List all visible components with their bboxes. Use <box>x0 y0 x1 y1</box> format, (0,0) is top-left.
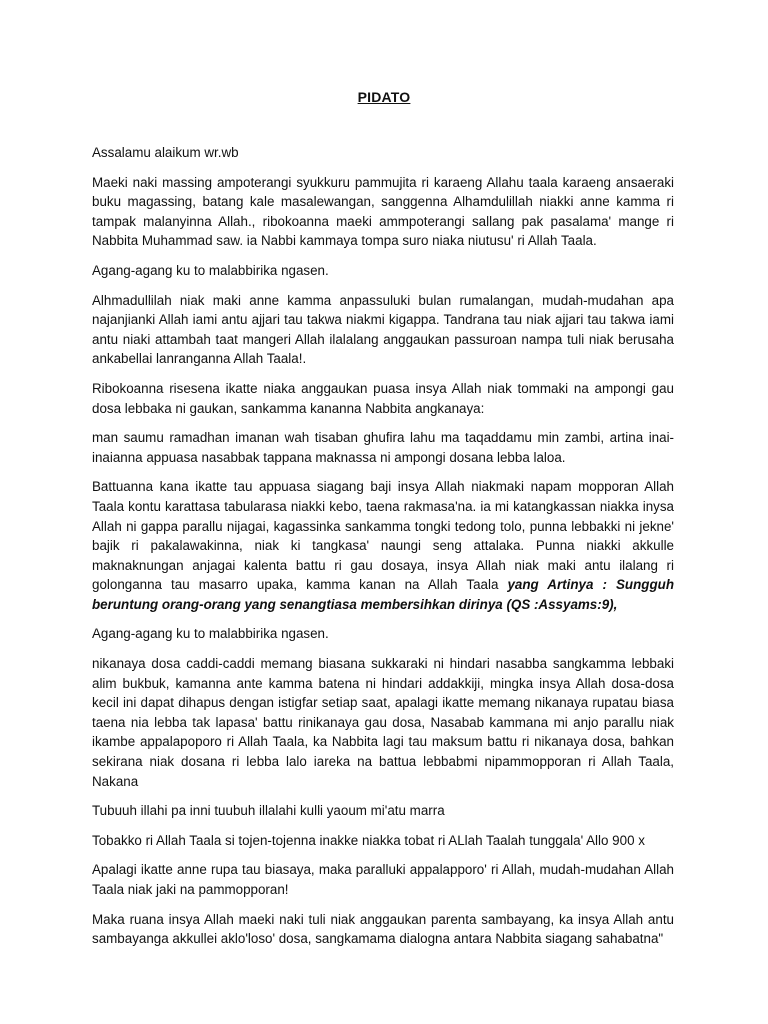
paragraph-2: Agang-agang ku to malabbirika ngasen. <box>92 262 329 278</box>
paragraph-1: Maeki naki massing ampoterangi syukkuru pammujita ri karaeng Allahu taala karaeng ansaeraki buku magassing, batang kale masalewangan, sanggenna Alhamdulillah niakki anne kamma ri tampak malanyinna Allah., ribokoanna maeki ammpoterangi sallang pak pasalama' mange ri Nabbita Muhammad saw. ia Nabbi kammaya tompa suro niaka niutusu' ri Allah Taala. <box>92 174 674 249</box>
paragraph-12: Maka ruana insya Allah maeki naki tuli niak anggaukan parenta sambayang, ka insya Allah antu sambayanga akkullei aklo'loso' dosa, sangkamama dialogna antara Nabbita siagang sahabatna" <box>92 911 674 947</box>
paragraph-4: Ribokoanna risesena ikatte niaka anggaukan puasa insya Allah niak tommaki na ampongi gau dosa lebbaka ni gaukan, sankamma kananna Nabbita angkanaya: <box>92 380 674 416</box>
greeting: Assalamu alaikum wr.wb <box>92 145 239 160</box>
paragraph-8: nikanaya dosa caddi-caddi memang biasana sukkaraki ni hindari nasabba sangkamma lebbaki alim bukbuk, kamanna ante kamma batena ni hindari addakkiji, mingka insya Allah dosa-dosa kecil ini dapat dihapus dengan istigfar setiap saat, apalagi ikatte memang nikanaya rupatau biasa taena nia lebba tak lapasa' battu rinikanaya gau dosa, Nasabab kammana mi anjo parallu niak ikambe appalapoporo ri Allah Taala, ka Nabbita lagi tau maksum battu ri nikanaya dosa, bahkan sekirana niak dosana ri lebba lalo iareka na battua lebbabmi nipammopporan ri Allah Taala, Nakana <box>92 656 674 789</box>
paragraph-9: Tubuuh illahi pa inni tuubuh illalahi kulli yaoum mi'atu marra <box>92 803 445 819</box>
paragraph-6 <box>92 477 674 614</box>
paragraph-5: man saumu ramadhan imanan wah tisaban ghufira lahu ma taqaddamu min zambi, artina inai-inaianna appuasa nasabbak tappana maknassa ni ampongi dosana lebba laloa. <box>92 430 674 465</box>
paragraph-6-text: Battuanna kana ikatte tau appuasa siagang baji insya Allah niakmaki napam mopporan Allah Taala kontu karattasa tabularasa niakki kebo, taena rakmasa'na. ia mi katangkassan niakka inysa Allah ni gappa parallu nijagai, kagassinka sankamma tongki tedong tolo, punna lebbakki ni jekne' bajik ri pakalawakinna, niak ki tangkasa' naungi seng attalaka. Punna niakki akkulle maknaknungan anjagai kalenta battu ri gau dosaya, insya Allah niak maki antu ilalang ri golonganna tau masarro upaka, kamma kanan na Allah Taala <box>92 479 674 593</box>
document-body <box>92 143 674 959</box>
paragraph-7: Agang-agang ku to malabbirika ngasen. <box>92 626 329 642</box>
paragraph-3: Alhmadullilah niak maki anne kamma anpassuluki bulan rumalangan, mudah-mudahan apa najanjianki Allah iami antu ajjari tau takwa niakmi kigappa. Tandrana tau niak ajjari tau takwa iami antu niaki attambah taat mangeri Allah ilalalang anggaukan passuroan nampa tuli niak berusaha ankabellai lanranganna Allah Taala!. <box>92 292 674 367</box>
quran-quote: yang Artinya : Sungguh beruntung orang-orang yang senangtiasa membersihkan dirinya (QS :Assyams:9), <box>92 577 674 612</box>
paragraph-11: Apalagi ikatte anne rupa tau biasaya, maka paralluki appalapporo' ri Allah, mudah-mudahan Allah Taala niak jaki na pammopporan! <box>92 862 674 897</box>
document-title: PIDATO <box>357 89 411 105</box>
paragraph-10: Tobakko ri Allah Taala si tojen-tojenna inakke niakka tobat ri ALlah Taalah tunggala' Allo 900 x <box>92 832 645 848</box>
